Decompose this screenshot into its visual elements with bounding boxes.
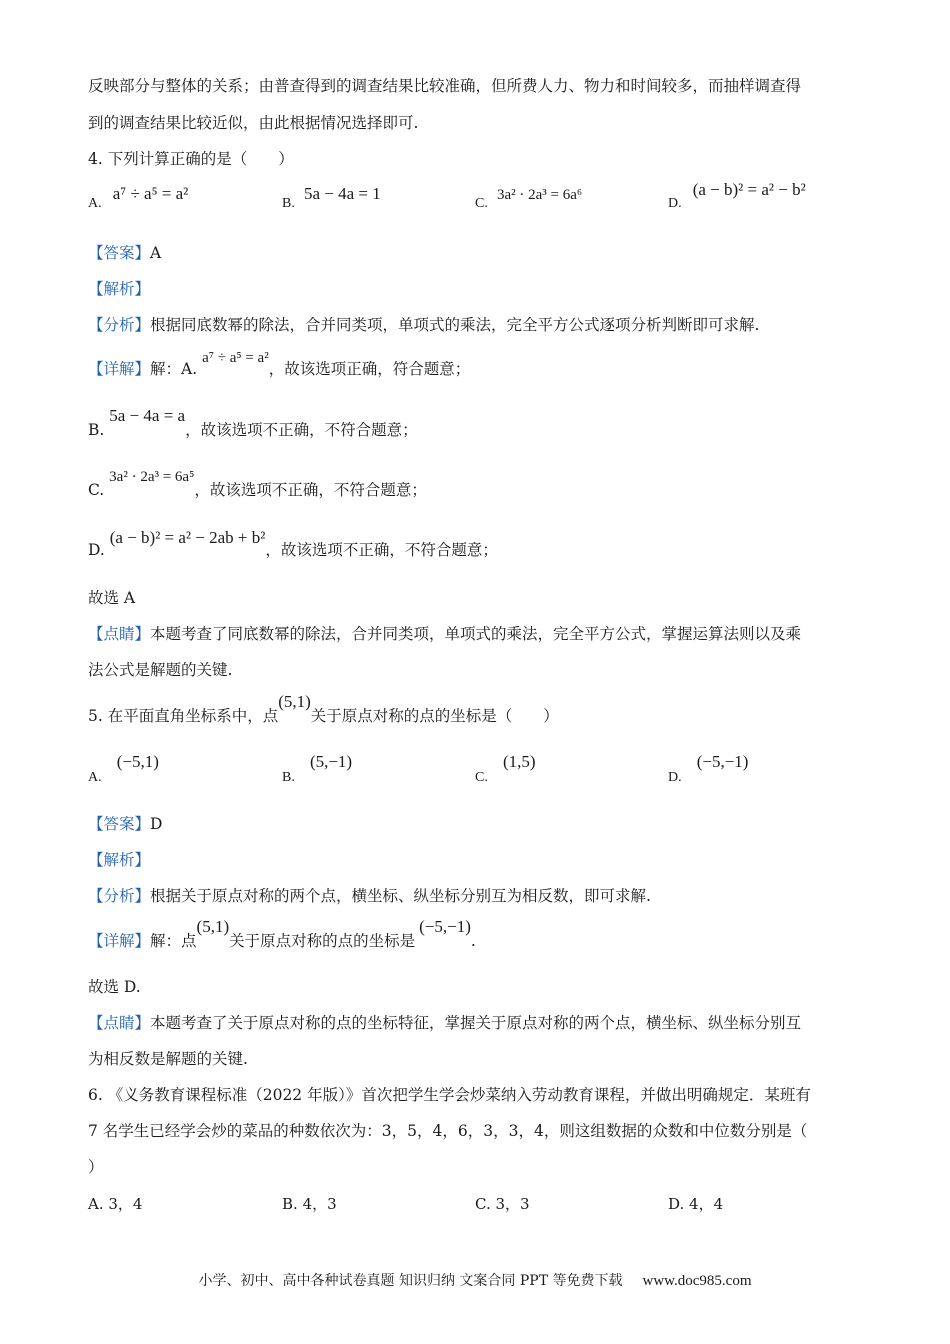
- answer-value: A: [150, 244, 162, 262]
- fenxi-tag: 【分析】: [88, 316, 151, 334]
- q4-detail-d: D. (a − b)² = a² − 2ab + b²，故该选项不正确，不符合题意；: [88, 528, 498, 559]
- q5-comment-2: 为相反数是解题的关键.: [88, 1050, 248, 1068]
- q6-option-b: B. 4，3: [282, 1195, 337, 1213]
- q4-option-d: D. (a − b)² = a² − b²: [668, 180, 806, 211]
- answer-value: D: [150, 815, 163, 833]
- detail-c-math: 3a² · 2a³ = 6a⁵: [109, 469, 195, 485]
- q6-option-c: C. 3，3: [475, 1195, 530, 1213]
- q5-detail: 【详解】解：点(5,1)关于原点对称的点的坐标是(−5,−1).: [88, 917, 476, 950]
- q4-option-b: B. 5a − 4a = 1: [282, 184, 381, 211]
- footer-text: 小学、初中、高中各种试卷真题 知识归纳 文案合同 PPT 等免费下载: [198, 1273, 623, 1289]
- q5-answer: [88, 814, 162, 834]
- q4-option-c: C. 3a² · 2a³ = 6a⁶: [475, 187, 583, 211]
- q4-detail-a: 【详解】解：A. a⁷ ÷ a⁵ = a²，故该选项正确，符合题意；: [88, 350, 471, 378]
- q4-conclusion: 故选 A: [88, 589, 136, 607]
- q5-conclusion: 故选 D.: [88, 978, 141, 996]
- q5-comment-1: 【点睛】本题考查了关于原点对称的点的坐标特征，掌握关于原点对称的两个点，横坐标、纵坐标分别互: [88, 1014, 802, 1032]
- q6-stem-3: ）: [88, 1158, 104, 1176]
- q5-stem: 5. 在平面直角坐标系中，点(5,1)关于原点对称的点的坐标是（ ）: [88, 692, 559, 725]
- detail-d-math: (a − b)² = a² − 2ab + b²: [109, 528, 266, 547]
- q5-option-b: B. (5,−1): [282, 752, 353, 785]
- q4-stem: 4. 下列计算正确的是（ ）: [88, 150, 294, 168]
- detail-point: (5,1): [196, 917, 230, 936]
- detail-a-math: a⁷ ÷ a⁵ = a²: [202, 350, 269, 366]
- q5-fenxi: 【分析】根据关于原点对称的两个点，横坐标、纵坐标分别互为相反数，即可求解.: [88, 887, 651, 905]
- detail-tag: 【详解】: [88, 932, 151, 950]
- q4-detail-b: B. 5a − 4a = a，故该选项不正确，不符合题意；: [88, 406, 418, 439]
- comment-tag: 【点睛】: [88, 1014, 151, 1032]
- q5-analysis-tag: 【解析】: [88, 851, 151, 869]
- q5-option-c: C. (1,5): [475, 752, 536, 785]
- detail-b-math: 5a − 4a = a: [109, 406, 186, 425]
- page-footer: [0, 1270, 950, 1290]
- q6-stem-2: 7 名学生已经学会炒的菜品的种数依次为：3，5，4，6，3，3，4，则这组数据的众数和中位数分别是（: [88, 1122, 808, 1140]
- q4-analysis-tag: 【解析】: [88, 280, 151, 298]
- answer-tag: 【答案】: [88, 815, 151, 833]
- answer-tag: 【答案】: [88, 244, 151, 262]
- q4-comment-2: 法公式是解题的关键.: [88, 661, 233, 679]
- q4-comment-1: 【点睛】本题考查了同底数幂的除法，合并同类项，单项式的乘法，完全平方公式，掌握运算法则以及乘: [88, 625, 802, 643]
- intro-line-2: 到的调查结果比较近似，由此根据情况选择即可.: [88, 114, 419, 132]
- comment-tag: 【点睛】: [88, 625, 151, 643]
- q6-stem-1: 6. 《义务教育课程标准（2022 年版）》首次把学生学会炒菜纳入劳动教育课程，并做出明确规定．某班有: [88, 1086, 811, 1104]
- footer-link[interactable]: www.doc985.com: [642, 1273, 752, 1289]
- intro-line-1: 反映部分与整体的关系；由普查得到的调查结果比较准确，但所费人力、物力和时间较多，而抽样调查得: [88, 77, 802, 95]
- q4-answer: [88, 243, 161, 263]
- q5-option-a: A. (−5,1): [88, 752, 159, 785]
- q6-option-d: D. 4，4: [668, 1195, 724, 1213]
- q4-option-a: A. a⁷ ÷ a⁵ = a²: [88, 184, 189, 211]
- detail-result: (−5,−1): [419, 917, 471, 936]
- q5-point: (5,1): [278, 692, 311, 711]
- detail-tag: 【详解】: [88, 360, 151, 378]
- fenxi-tag: 【分析】: [88, 887, 151, 905]
- q4-detail-c: C. 3a² · 2a³ = 6a⁵，故该选项不正确，不符合题意；: [88, 469, 427, 499]
- q6-option-a: A. 3，4: [88, 1195, 143, 1213]
- q4-fenxi: 【分析】根据同底数幂的除法，合并同类项，单项式的乘法，完全平方公式逐项分析判断即可求解.: [88, 316, 760, 334]
- q5-option-d: D. (−5,−1): [668, 752, 749, 785]
